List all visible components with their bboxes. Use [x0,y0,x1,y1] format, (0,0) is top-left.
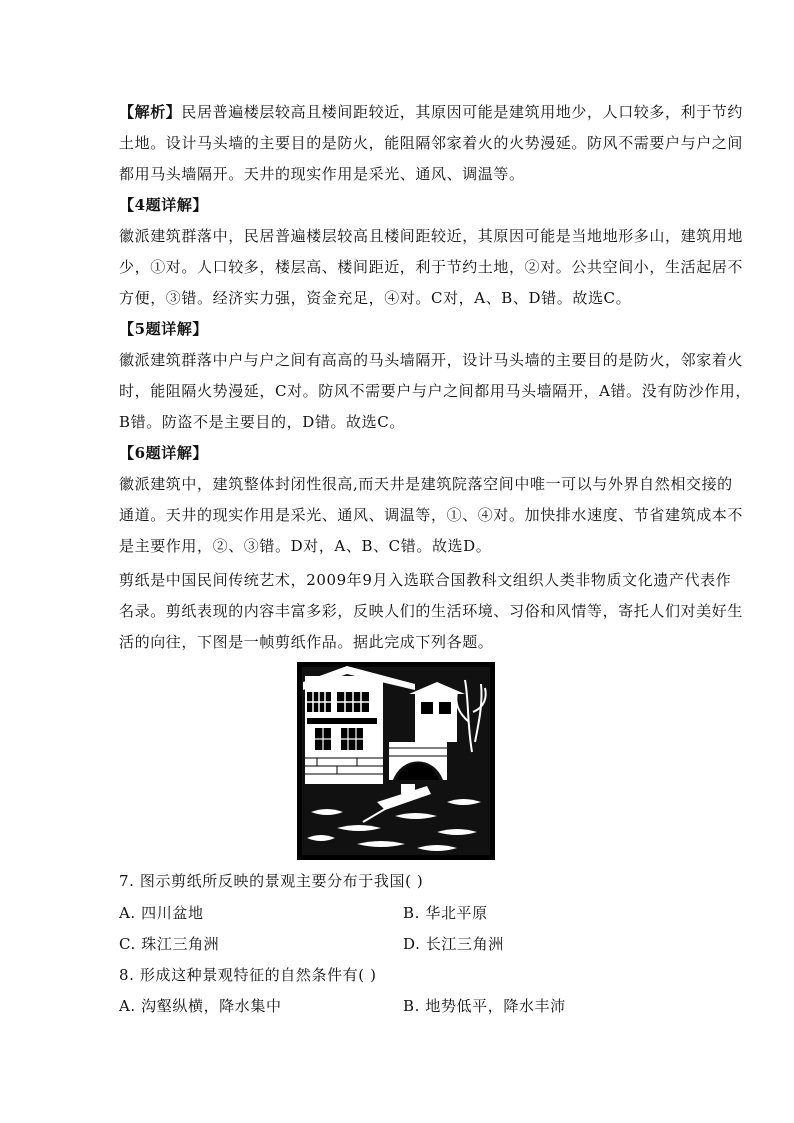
intro-line: 剪纸是中国民间传统艺术，2009年9月入选联合国教科文组织人类非物质文化遗产代表作 [119,571,732,589]
q7-option-a[interactable]: A. 四川盆地 [119,904,204,922]
q4-line: 少，①对。人口较多，楼层高、楼间距近，利于节约土地，②对。公共空间小，生活起居不 [119,258,744,276]
analysis-line: 都用马头墙隔开。天井的现实作用是采光、通风、调温等。 [119,165,525,183]
q7-option-b[interactable]: B. 华北平原 [403,904,488,922]
analysis-line: 土地。设计马头墙的主要目的是防火，能阻隔邻家着火的火势漫延。防风不需要户与户之间 [119,134,744,152]
q6-header: 【6题详解】 [119,444,209,462]
analysis-line: 民居普遍楼层较高且楼间距较近，其原因可能是建筑用地少，人口较多，利于节约 [181,103,744,121]
q6-line: 徽派建筑中，建筑整体封闭性很高,而天井是建筑院落空间中唯一可以与外界自然相交接的 [119,475,733,493]
q5-line: B错。防盗不是主要目的，D错。故选C。 [119,413,405,431]
paper-cut-image [297,662,495,860]
analysis-label: 【解析】 [119,103,182,121]
q4-line: 徽派建筑群落中，民居普遍楼层较高且楼间距较近，其原因可能是当地地形多山，建筑用地 [119,227,744,245]
q5-line: 时，能阻隔火势漫延，C对。防风不需要户与户之间都用马头墙隔开，A错。没有防沙作用， [119,382,751,400]
q4-header: 【4题详解】 [119,196,209,214]
intro-line: 名录。剪纸表现的内容丰富多彩，反映人们的生活环境、习俗和风情等，寄托人们对美好生 [119,602,744,620]
q8-stem: 8. 形成这种景观特征的自然条件有( ) [119,966,377,984]
q6-line: 是主要作用，②、③错。D对，A、B、C错。故选D。 [119,537,492,555]
q7-option-d[interactable]: D. 长江三角洲 [403,935,504,953]
q8-option-a[interactable]: A. 沟壑纵横，降水集中 [119,997,282,1015]
q6-line: 通道。天井的现实作用是采光、通风、调温等，①、④对。加快排水速度、节省建筑成本不 [119,506,744,524]
q4-section [119,190,744,314]
q8-option-b[interactable]: B. 地势低平，降水丰沛 [403,997,566,1015]
q4-line: 方便，③错。经济实力强，资金充足，④对。C对，A、B、D错。故选C。 [119,289,632,307]
q5-header: 【5题详解】 [119,320,209,338]
q7-stem: 7. 图示剪纸所反映的景观主要分布于我国( ) [119,872,424,890]
analysis-paragraph [119,97,744,190]
intro-line: 活的向往，下图是一帧剪纸作品。据此完成下列各题。 [119,633,494,651]
intro-paragraph [119,565,744,658]
paper-cut-figure [297,662,495,860]
q5-section [119,314,751,438]
q6-section [119,438,744,562]
q5-line: 徽派建筑群落中户与户之间有高高的马头墙隔开，设计马头墙的主要目的是防火，邻家着火 [119,351,744,369]
q7-option-c[interactable]: C. 珠江三角洲 [119,935,220,953]
